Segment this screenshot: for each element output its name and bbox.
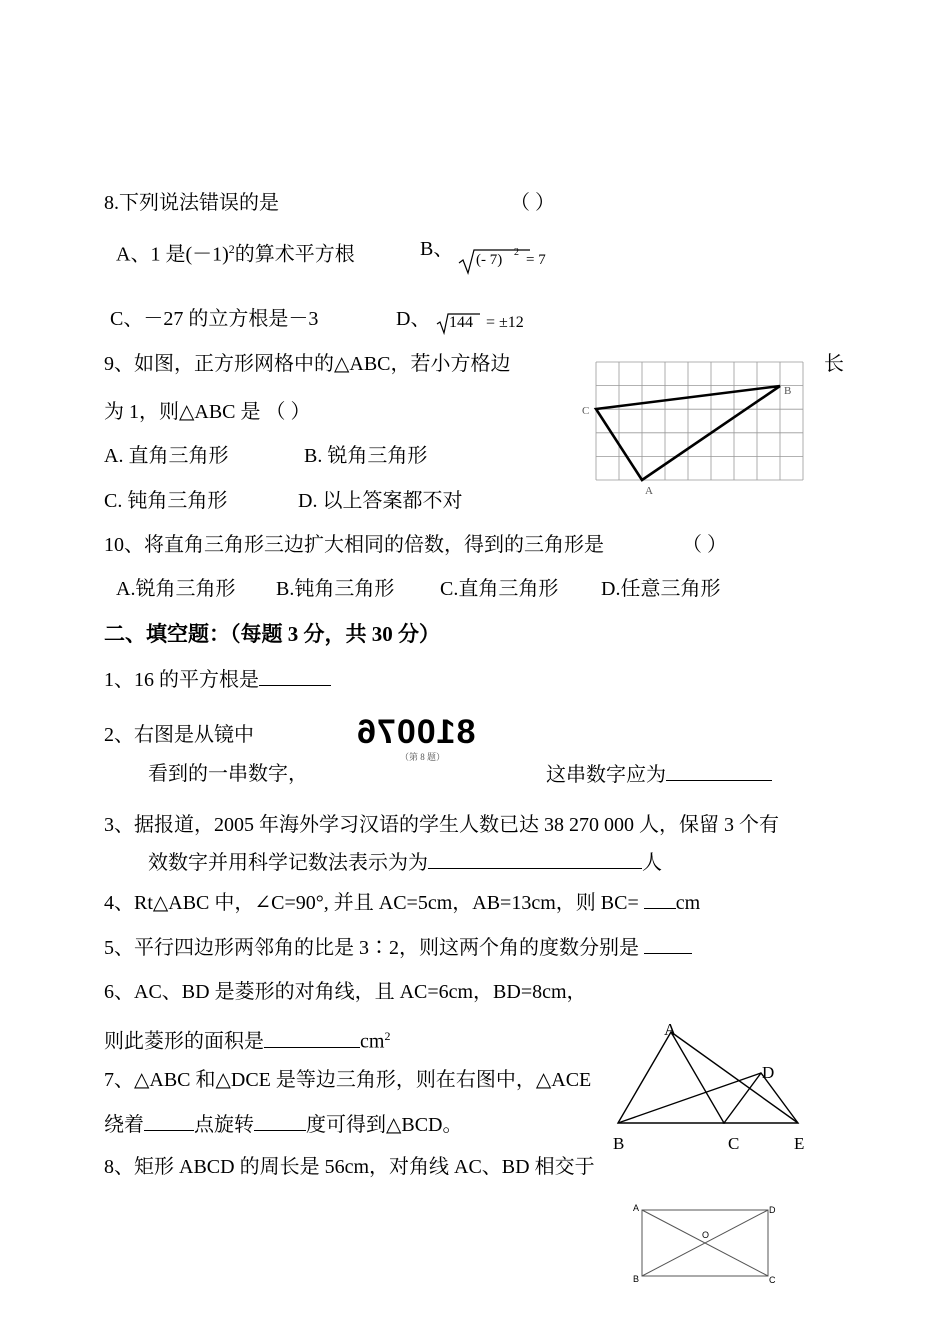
- f2-tail: 这串数字应为: [546, 764, 666, 786]
- q8-option-a-label: A、1 是(－1): [116, 243, 229, 266]
- f8-label-d: D: [769, 1205, 776, 1215]
- q9-label-b: B: [784, 385, 792, 397]
- f8-label-a: A: [633, 1203, 640, 1213]
- q8-option-c: C、－27 的立方根是－3: [110, 308, 319, 330]
- q8-option-b-label: B、: [420, 238, 454, 260]
- f5-text: 5、平行四边形两邻角的比是 3∶2，则这两个角的度数分别是: [104, 937, 644, 959]
- f7-label-b: B: [613, 1134, 625, 1153]
- f7-line1: 7、△ABC 和△DCE 是等边三角形，则在右图中，△ACE: [104, 1069, 592, 1091]
- q8-option-b-expression: [458, 246, 558, 281]
- f6-unit: cm: [360, 1030, 385, 1053]
- f4-answer-blank: [644, 890, 676, 909]
- f2-answer-blank: [666, 762, 772, 781]
- f8-rectangle-figure: [628, 1198, 788, 1295]
- f3-unit: 人: [642, 852, 662, 874]
- f2-line2: 看到的一串数字，: [148, 763, 308, 785]
- q10-option-b: B.钝角三角形: [276, 578, 395, 600]
- f6-unit-exponent: 2: [384, 1029, 391, 1043]
- q10-option-a: A.锐角三角形: [116, 578, 236, 600]
- q9-line2: 为 1，则△ABC 是 （ ）: [104, 401, 311, 423]
- q8-option-d-expression: [436, 311, 546, 342]
- q9-option-a: A. 直角三角形: [104, 445, 229, 467]
- f4-unit: cm: [675, 892, 701, 914]
- f7-triangles-figure: [604, 1018, 824, 1163]
- q9-label-c: C: [582, 405, 590, 417]
- f3-answer-blank: [428, 850, 642, 869]
- q10-option-c: C.直角三角形: [440, 578, 559, 600]
- rectangle-diagonals-diagram: [628, 1198, 788, 1290]
- f1-question: [104, 667, 331, 692]
- f5-answer-blank: [644, 935, 692, 954]
- q8-option-d-equals: = ±12: [486, 314, 524, 331]
- f3-line1: 3、据报道，2005 年海外学习汉语的学生人数已达 38 270 000 人，保留 3 个有: [104, 814, 779, 836]
- q9-option-d: D. 以上答案都不对: [298, 490, 463, 512]
- q9-option-b: B. 锐角三角形: [304, 445, 428, 467]
- q8-option-b-radicand: (- 7): [476, 252, 503, 268]
- f6-answer-blank: [264, 1029, 360, 1048]
- section-heading: 二、填空题：（每题 3 分，共 30 分）: [104, 622, 440, 646]
- f4-question: [104, 890, 700, 915]
- f3-line2-text: 效数字并用科学记数法表示为为: [148, 852, 428, 874]
- f7-point-blank: [144, 1112, 194, 1131]
- f7-label-d: D: [762, 1063, 775, 1082]
- f7-label-a: A: [664, 1020, 677, 1039]
- q8-answer-paren: （ ）: [510, 192, 555, 214]
- f8-label-b: B: [633, 1274, 640, 1284]
- f8-line1: 8、矩形 ABCD 的周长是 56cm，对角线 AC、BD 相交于: [104, 1156, 595, 1178]
- q8-option-a-exponent: 2: [228, 242, 235, 256]
- q8-option-a-tail: 的算术平方根: [234, 243, 355, 266]
- q9-grid-figure: [578, 358, 818, 503]
- f6-line2-text: 则此菱形的面积是: [104, 1030, 264, 1053]
- f6-line1: 6、AC、BD 是菱形的对角线，且 AC=6cm，BD=8cm，: [104, 981, 587, 1003]
- f1-answer-blank: [259, 667, 331, 686]
- f7-label-c: C: [728, 1134, 740, 1153]
- q10-stem: 10、将直角三角形三边扩大相同的倍数，得到的三角形是: [104, 534, 604, 556]
- q10-answer-paren: （ ）: [682, 534, 727, 556]
- f1-text: 1、16 的平方根是: [104, 669, 259, 691]
- f5-question: [104, 935, 692, 960]
- f2-caption: （第 8 题）: [400, 752, 446, 762]
- f7-part2: 点旋转: [194, 1114, 254, 1136]
- f8-label-c: C: [769, 1275, 776, 1285]
- q9-stem: 9、如图，正方形网格中的△ABC，若小方格边: [104, 353, 511, 375]
- f2-mirror-figure: [356, 714, 500, 764]
- q9-stem-end: 长: [824, 353, 844, 375]
- f7-line2: [104, 1112, 463, 1137]
- q8-option-b-equals: = 7: [526, 252, 546, 268]
- f7-degree-blank: [254, 1112, 306, 1131]
- q10-option-d: D.任意三角形: [601, 578, 721, 600]
- f4-text: 4、Rt△ABC 中，∠C=90°, 并且 AC=5cm，AB=13cm，则 BC=: [104, 892, 644, 914]
- q9-option-c: C. 钝角三角形: [104, 490, 228, 512]
- f8-label-o: O: [702, 1230, 710, 1240]
- f7-part1: 绕着: [104, 1114, 144, 1136]
- f2-line1: 2、右图是从镜中: [104, 724, 254, 746]
- f7-label-e: E: [794, 1134, 805, 1153]
- f7-part3: 度可得到△BCD。: [306, 1114, 463, 1136]
- q8-option-b-exponent: 2: [514, 247, 519, 258]
- grid-triangle-diagram: [578, 358, 818, 498]
- q8-option-d-label: D、: [396, 308, 431, 330]
- f2-answer: [546, 762, 772, 787]
- q8-option-d-radicand: 144: [449, 314, 473, 331]
- f6-line2: [104, 1024, 390, 1054]
- f2-mirror-digits: 810076: [356, 713, 476, 751]
- q8-stem: 8.下列说法错误的是: [104, 192, 279, 214]
- q8-option-a: [116, 237, 355, 267]
- q9-label-a: A: [645, 485, 653, 497]
- equilateral-triangles-diagram: [604, 1018, 824, 1158]
- f3-line2: [148, 850, 662, 875]
